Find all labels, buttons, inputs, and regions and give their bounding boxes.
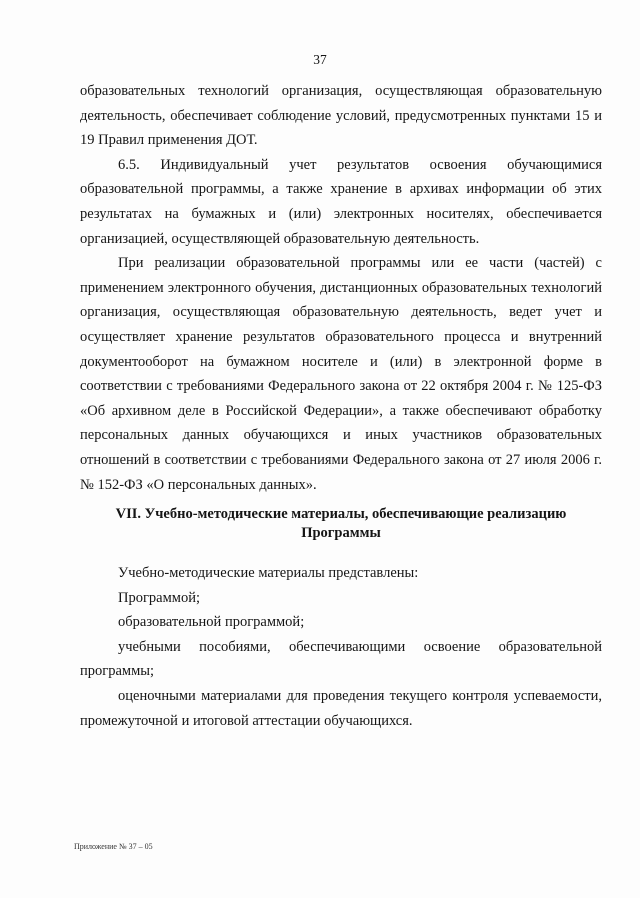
page-number: 37 <box>313 52 327 67</box>
paragraph-6-5: 6.5. Индивидуальный учет результатов освоения обучающимися образовательной программы, а также хранение в архивах информации об этих результатах на бумажных и (или) электронных носителях, обеспечивается организацией, осуществляющей образовательную деятельность. <box>80 156 602 247</box>
document-body <box>80 79 602 733</box>
list-item: учебными пособиями, обеспечивающими освоение образовательной программы; <box>80 638 602 680</box>
list-item: оценочными материалами для проведения текущего контроля успеваемости, промежуточной и итоговой аттестации обучающихся. <box>80 688 602 729</box>
paragraph-electronic-learning: При реализации образовательной программы или ее части (частей) с применением электронного обучения, дистанционных образовательных технологий организация, осуществляющая образовательную деятельность, ведет учет и осуществляет хранение результатов образовательного процесса и внутренний документооборот на бумажном носителе и (или) в электронной форме в соответствии с требованиями Федерального закона от 22 октября 2004 г. № 125-ФЗ «Об архивном деле в Российской Федерации», а также обеспечивают обработку персональных данных обучающихся и иных участников образовательных отношений в соответствии с требованиями Федерального закона от 27 июля 2006 г. № 152-ФЗ «О персональных данных». <box>80 255 602 493</box>
section-heading: VII. Учебно-методические материалы, обеспечивающие реализацию Программы <box>115 506 567 542</box>
footer-note: Приложение № 37 – 05 <box>74 842 153 851</box>
list-item: образовательной программой; <box>118 614 305 631</box>
list-item: Программой; <box>118 589 200 606</box>
list-intro: Учебно-методические материалы представлены: <box>118 565 419 582</box>
paragraph-continuation: образовательных технологий организация, осуществляющая образовательную деятельность, обеспечивает соблюдение условий, предусмотренных пунктами 15 и 19 Правил применения ДОТ. <box>80 83 602 149</box>
